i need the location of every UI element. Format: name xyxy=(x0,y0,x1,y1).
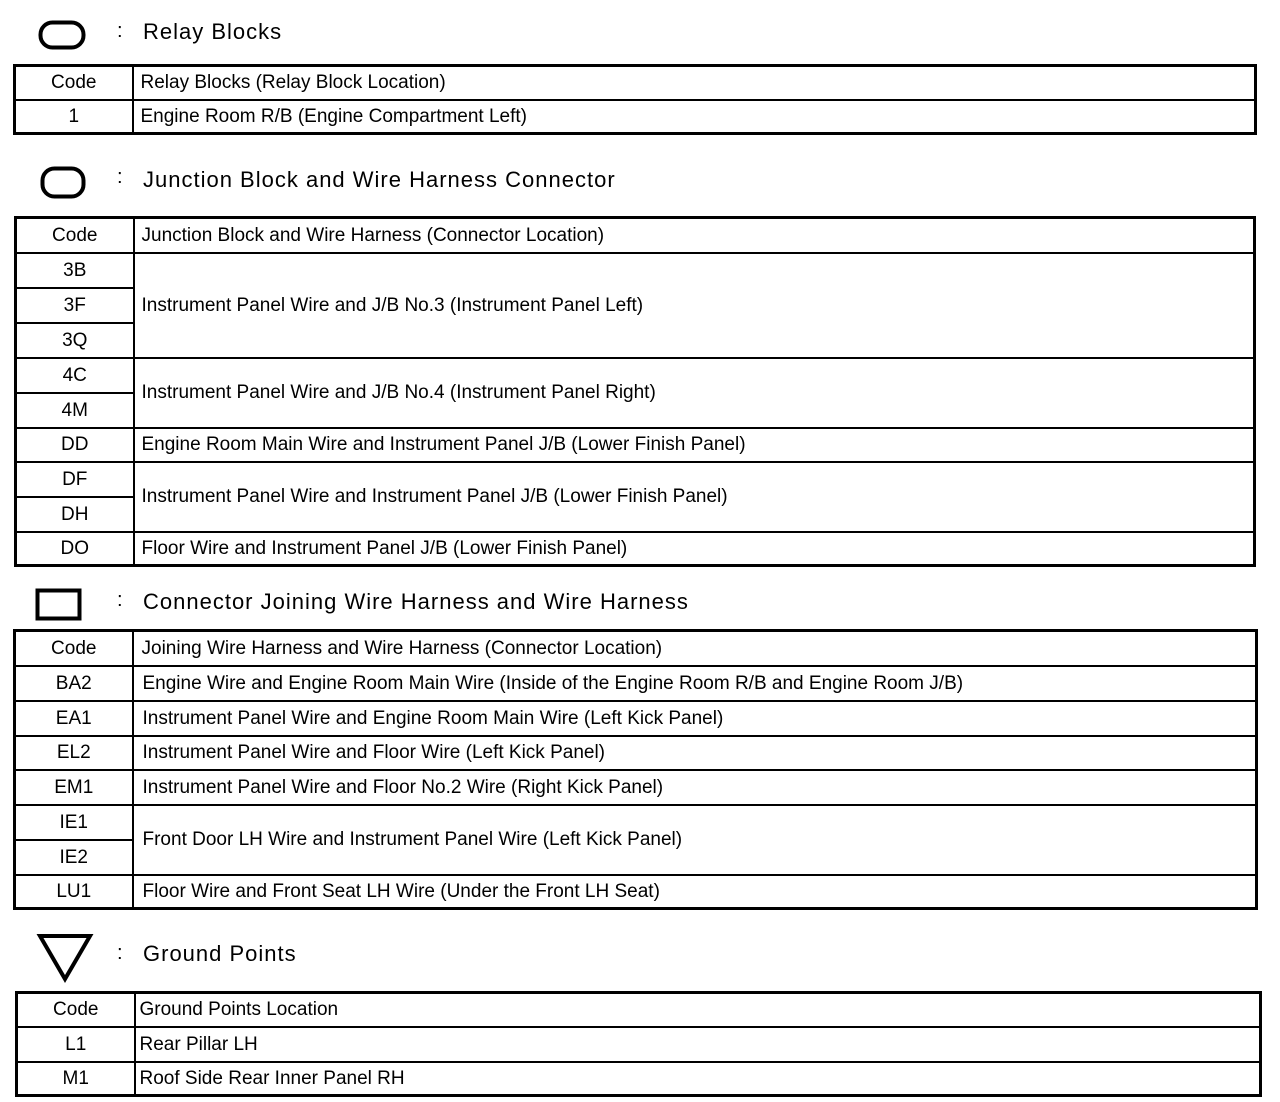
row-code: 4C xyxy=(16,358,134,393)
ground-points-title: Ground Points xyxy=(143,941,297,966)
row-code: DO xyxy=(16,532,134,566)
row-code: DH xyxy=(16,497,134,532)
table-header-row xyxy=(15,631,1257,666)
row-code: EA1 xyxy=(15,701,133,736)
table-row xyxy=(16,358,1255,393)
row-code: 3B xyxy=(16,253,134,288)
table-row xyxy=(15,100,1256,134)
row-location: Floor Wire and Front Seat LH Wire (Under the Front LH Seat) xyxy=(133,875,1257,909)
location-header: Junction Block and Wire Harness (Connector Location) xyxy=(134,218,1255,253)
connector-table xyxy=(13,629,1258,910)
row-code: L1 xyxy=(17,1027,135,1062)
table-row xyxy=(15,736,1257,770)
location-header: Ground Points Location xyxy=(135,993,1261,1027)
table-header-row xyxy=(16,218,1255,253)
ground-points-table xyxy=(15,991,1262,1097)
row-location: Front Door LH Wire and Instrument Panel Wire (Left Kick Panel) xyxy=(133,805,1257,875)
code-header: Code xyxy=(15,631,133,666)
relay-blocks-colon: : xyxy=(117,20,123,42)
row-code: 3Q xyxy=(16,323,134,358)
table-row xyxy=(16,253,1255,288)
table-row xyxy=(15,875,1257,909)
rounded-rectangle-icon xyxy=(40,166,86,200)
row-code: DD xyxy=(16,428,134,462)
row-code: 1 xyxy=(15,100,133,134)
junction-block-title: Junction Block and Wire Harness Connector xyxy=(143,167,616,192)
row-code: DF xyxy=(16,462,134,497)
table-row xyxy=(15,805,1257,840)
code-header: Code xyxy=(17,993,135,1027)
code-header: Code xyxy=(16,218,134,253)
row-code: IE1 xyxy=(15,805,133,840)
code-header: Code xyxy=(15,66,133,100)
table-row xyxy=(16,428,1255,462)
junction-block-colon: : xyxy=(117,166,123,188)
rectangle-icon xyxy=(35,588,83,622)
row-location: Instrument Panel Wire and J/B No.4 (Instrument Panel Right) xyxy=(134,358,1255,428)
row-code: M1 xyxy=(17,1062,135,1096)
table-row xyxy=(16,462,1255,497)
table-header-row xyxy=(15,66,1256,100)
row-location: Engine Room R/B (Engine Compartment Left) xyxy=(133,100,1256,134)
triangle-icon xyxy=(36,932,94,984)
row-location: Instrument Panel Wire and Floor Wire (Left Kick Panel) xyxy=(133,736,1257,770)
table-row xyxy=(15,666,1257,701)
row-code: EM1 xyxy=(15,770,133,805)
row-code: EL2 xyxy=(15,736,133,770)
row-code: IE2 xyxy=(15,840,133,875)
relay-blocks-title: Relay Blocks xyxy=(143,19,283,44)
row-code: 4M xyxy=(16,393,134,428)
table-row xyxy=(17,1062,1261,1096)
location-header: Joining Wire Harness and Wire Harness (Connector Location) xyxy=(133,631,1257,666)
row-code: BA2 xyxy=(15,666,133,701)
junction-block-table xyxy=(14,216,1256,567)
connector-title: Connector Joining Wire Harness and Wire Harness xyxy=(143,589,689,614)
row-location: Instrument Panel Wire and Engine Room Main Wire (Left Kick Panel) xyxy=(133,701,1257,736)
table-row xyxy=(17,1027,1261,1062)
ground-points-header xyxy=(0,932,1280,972)
row-location: Instrument Panel Wire and Instrument Panel J/B (Lower Finish Panel) xyxy=(134,462,1255,532)
row-location: Roof Side Rear Inner Panel RH xyxy=(135,1062,1261,1096)
junction-block-header xyxy=(0,160,1280,200)
row-code: LU1 xyxy=(15,875,133,909)
row-location: Floor Wire and Instrument Panel J/B (Lower Finish Panel) xyxy=(134,532,1255,566)
row-location: Rear Pillar LH xyxy=(135,1027,1261,1062)
table-row xyxy=(16,532,1255,566)
connector-header xyxy=(0,582,1280,622)
table-row xyxy=(15,701,1257,736)
table-row xyxy=(15,770,1257,805)
connector-colon: : xyxy=(117,589,123,611)
row-location: Engine Room Main Wire and Instrument Panel J/B (Lower Finish Panel) xyxy=(134,428,1255,462)
table-header-row xyxy=(17,993,1261,1027)
ground-points-colon: : xyxy=(117,942,123,964)
rounded-rectangle-icon xyxy=(38,20,86,52)
location-header: Relay Blocks (Relay Block Location) xyxy=(133,66,1256,100)
relay-blocks-header xyxy=(0,12,1280,52)
row-code: 3F xyxy=(16,288,134,323)
row-location: Instrument Panel Wire and J/B No.3 (Instrument Panel Left) xyxy=(134,253,1255,358)
relay-blocks-table xyxy=(13,64,1257,135)
row-location: Instrument Panel Wire and Floor No.2 Wire (Right Kick Panel) xyxy=(133,770,1257,805)
row-location: Engine Wire and Engine Room Main Wire (Inside of the Engine Room R/B and Engine Room J/B) xyxy=(133,666,1257,701)
